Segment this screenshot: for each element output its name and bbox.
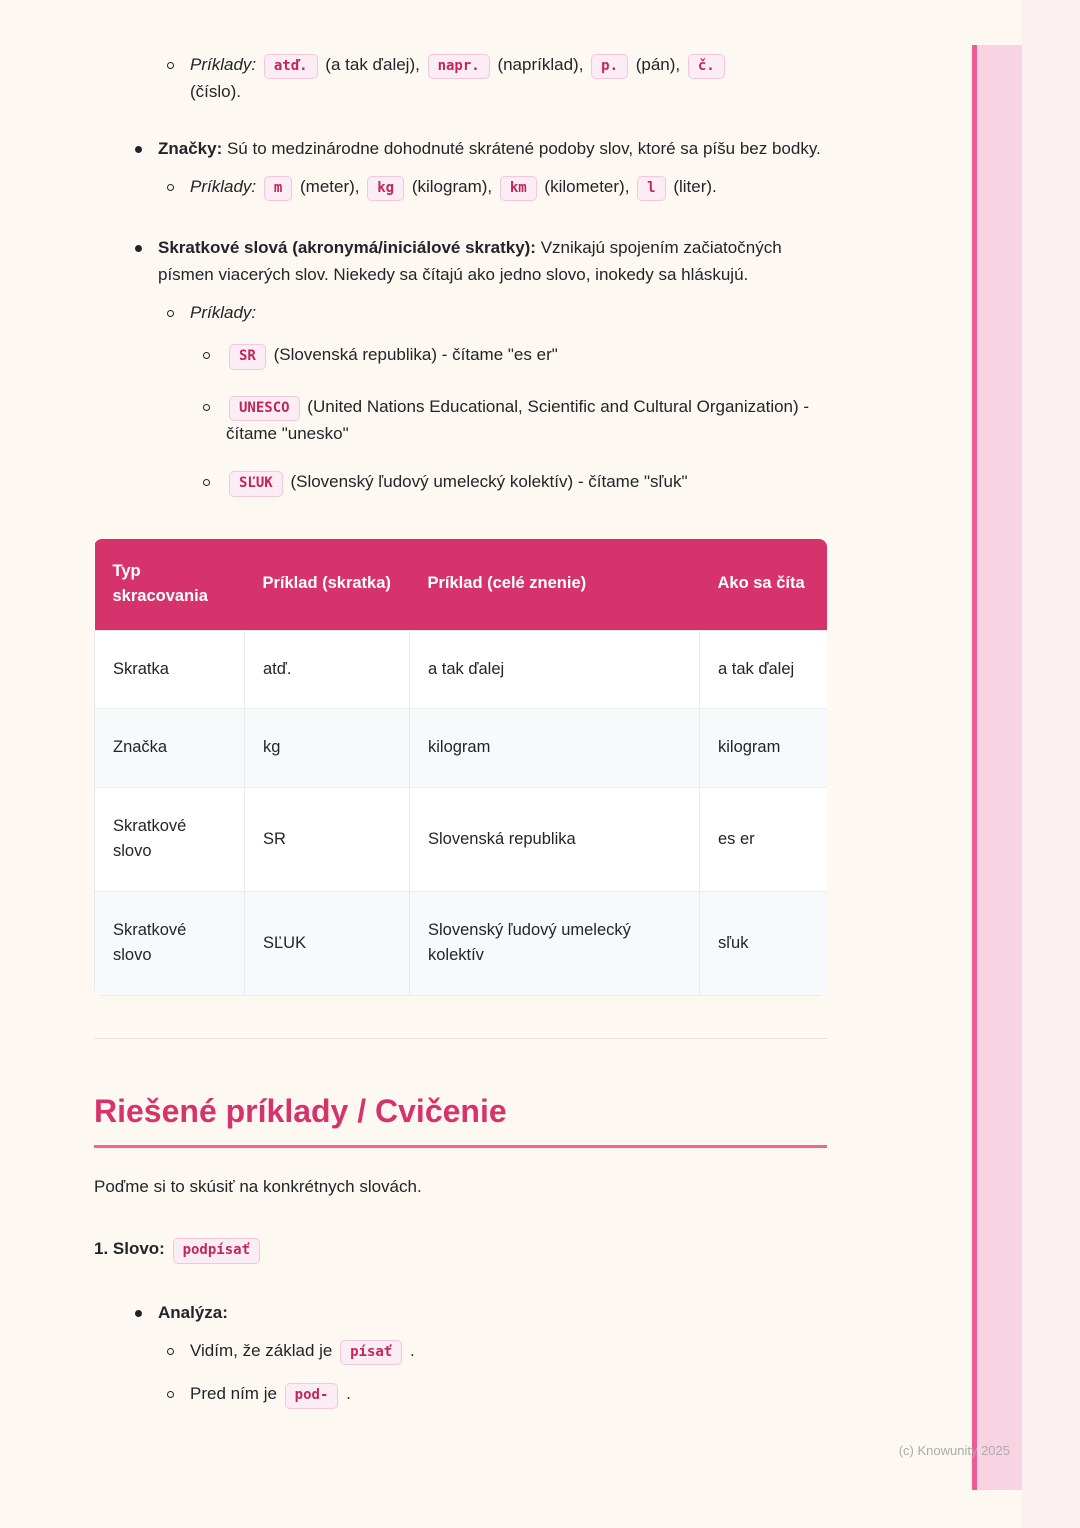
analyza-item-1 bbox=[190, 1338, 827, 1365]
section-heading: Riešené príklady / Cvičenie bbox=[94, 1091, 827, 1148]
priklady-znacky-line bbox=[190, 174, 827, 201]
text-segment: (a tak ďalej), bbox=[320, 55, 425, 74]
section-intro-text: Poďme si to skúsiť na konkrétnych slovách. bbox=[94, 1177, 422, 1197]
circle-bullet-icon bbox=[167, 184, 174, 191]
document-content bbox=[94, 0, 827, 1409]
table-cell: kilogram bbox=[700, 709, 828, 788]
disc-bullet-icon bbox=[135, 1310, 142, 1317]
table-header-cell: Príklad (skratka) bbox=[245, 539, 410, 631]
table-cell: es er bbox=[700, 787, 828, 891]
text-segment: Pred ním je bbox=[190, 1384, 282, 1404]
table-cell: a tak ďalej bbox=[700, 630, 828, 709]
text-segment: (meter), bbox=[295, 176, 365, 196]
list-item-analyza-2 bbox=[167, 1381, 827, 1408]
text-segment: (United Nations Educational, Scientific and Cultural Organization) - čítame "unesko" bbox=[226, 396, 810, 443]
text-segment: (napríklad), bbox=[492, 55, 589, 74]
text-segment: 1. Slovo: bbox=[94, 1239, 170, 1259]
inline-code-badge: atď. bbox=[264, 54, 318, 79]
inline-code-badge: napr. bbox=[428, 54, 490, 79]
inline-code-badge: UNESCO bbox=[229, 396, 300, 421]
inline-code-badge: SR bbox=[229, 344, 266, 369]
table-cell: Skratka bbox=[95, 630, 245, 709]
circle-bullet-icon bbox=[203, 479, 210, 486]
sr-example-line bbox=[226, 342, 827, 369]
sluk-example-line bbox=[226, 469, 827, 496]
circle-bullet-icon bbox=[203, 352, 210, 359]
priklady-skratky-line bbox=[190, 52, 735, 106]
table-cell: kilogram bbox=[410, 709, 700, 788]
table-cell: Slovenská republika bbox=[410, 787, 700, 891]
inline-code-badge: č. bbox=[688, 54, 725, 79]
analyza-label: Analýza: bbox=[158, 1302, 228, 1322]
table-cell: sľuk bbox=[700, 891, 828, 995]
inline-code-badge: l bbox=[637, 176, 665, 201]
slovo-1-line bbox=[94, 1236, 827, 1263]
text-segment: (číslo). bbox=[190, 82, 241, 102]
table-cell: atď. bbox=[245, 630, 410, 709]
text-segment: (liter). bbox=[668, 176, 717, 196]
inline-code-badge: pod- bbox=[285, 1383, 339, 1408]
table-header-cell: Ako sa číta bbox=[700, 539, 828, 631]
text-segment: (pán), bbox=[631, 55, 685, 74]
circle-bullet-icon bbox=[167, 1391, 174, 1398]
table-cell: SR bbox=[245, 787, 410, 891]
analyza-item-2 bbox=[190, 1381, 827, 1408]
table-row bbox=[95, 891, 828, 995]
text-segment: Vidím, že základ je bbox=[190, 1341, 338, 1361]
table-cell: Značka bbox=[95, 709, 245, 788]
disc-bullet-icon bbox=[135, 245, 142, 252]
abbreviation-types-table bbox=[94, 539, 827, 997]
disc-bullet-icon bbox=[135, 146, 142, 153]
inline-code-badge: p. bbox=[591, 54, 628, 79]
table-cell: a tak ďalej bbox=[410, 630, 700, 709]
watermark: (c) Knowunity 2025 bbox=[898, 1443, 1010, 1458]
list-item-priklady-skratky bbox=[167, 52, 827, 106]
priklady-label-line bbox=[190, 300, 827, 326]
unesco-example-line bbox=[226, 394, 827, 448]
table-cell: kg bbox=[245, 709, 410, 788]
inline-code-badge: kg bbox=[367, 176, 404, 201]
list-item-analyza-1 bbox=[167, 1338, 827, 1365]
text-segment: Príklady: bbox=[190, 302, 257, 322]
list-item-skratkove-slova bbox=[135, 235, 827, 288]
section-divider bbox=[94, 1038, 827, 1039]
list-item-sluk bbox=[203, 469, 827, 496]
list-item-priklady-znacky bbox=[167, 174, 827, 201]
table-row bbox=[95, 787, 828, 891]
table-cell: Slovenský ľudový umelecký kolektív bbox=[410, 891, 700, 995]
inline-code-badge: m bbox=[264, 176, 292, 201]
text-segment: Príklady: bbox=[190, 55, 261, 74]
inline-code-badge: písať bbox=[340, 1340, 402, 1365]
text-segment: Vznikajú spojením začiatočných písmen viacerých slov. Niekedy sa čítajú ako jedno slovo, inokedy sa hláskujú. bbox=[158, 238, 782, 284]
text-segment: Sú to medzinárodne dohodnuté skrátené podoby slov, ktoré sa píšu bez bodky. bbox=[222, 138, 821, 158]
table-cell: SĽUK bbox=[245, 891, 410, 995]
table-header-row bbox=[95, 539, 828, 631]
right-pink-band bbox=[977, 45, 1022, 1490]
text-segment: (Slovenský ľudový umelecký kolektív) - čítame "sľuk" bbox=[285, 472, 688, 492]
abbreviation-types-table-wrap bbox=[94, 539, 827, 997]
table-row bbox=[95, 630, 828, 709]
circle-bullet-icon bbox=[167, 62, 174, 69]
list-item-unesco bbox=[203, 394, 827, 448]
text-segment: (kilometer), bbox=[539, 176, 635, 196]
inline-code-badge: km bbox=[500, 176, 537, 201]
table-cell: Skratkové slovo bbox=[95, 891, 245, 995]
list-item-sr bbox=[203, 342, 827, 369]
list-item-analyza bbox=[135, 1300, 827, 1326]
list-item-znacky bbox=[135, 136, 827, 162]
text-segment: Značky: bbox=[158, 138, 223, 158]
inline-code-badge: podpísať bbox=[173, 1238, 260, 1263]
text-segment: . bbox=[405, 1341, 415, 1361]
circle-bullet-icon bbox=[167, 1348, 174, 1355]
text-segment: (kilogram), bbox=[407, 176, 497, 196]
text-segment: Skratkové slová (akronymá/iniciálové skratky): bbox=[158, 238, 536, 258]
text-segment: . bbox=[341, 1384, 351, 1404]
table-row bbox=[95, 709, 828, 788]
circle-bullet-icon bbox=[203, 404, 210, 411]
list-item-priklady-label bbox=[167, 300, 827, 326]
znacky-line bbox=[158, 136, 827, 162]
right-accent-line bbox=[972, 45, 977, 1490]
circle-bullet-icon bbox=[167, 310, 174, 317]
text-segment: Príklady: bbox=[190, 176, 261, 196]
table-header-cell: Príklad (celé znenie) bbox=[410, 539, 700, 631]
skratkove-slova-line bbox=[158, 235, 827, 288]
inline-code-badge: SĽUK bbox=[229, 471, 283, 496]
text-segment: (Slovenská republika) - čítame "es er" bbox=[268, 345, 558, 365]
table-header-cell: Typ skracovania bbox=[95, 539, 245, 631]
right-margin-area bbox=[1022, 0, 1080, 1528]
table-cell: Skratkové slovo bbox=[95, 787, 245, 891]
